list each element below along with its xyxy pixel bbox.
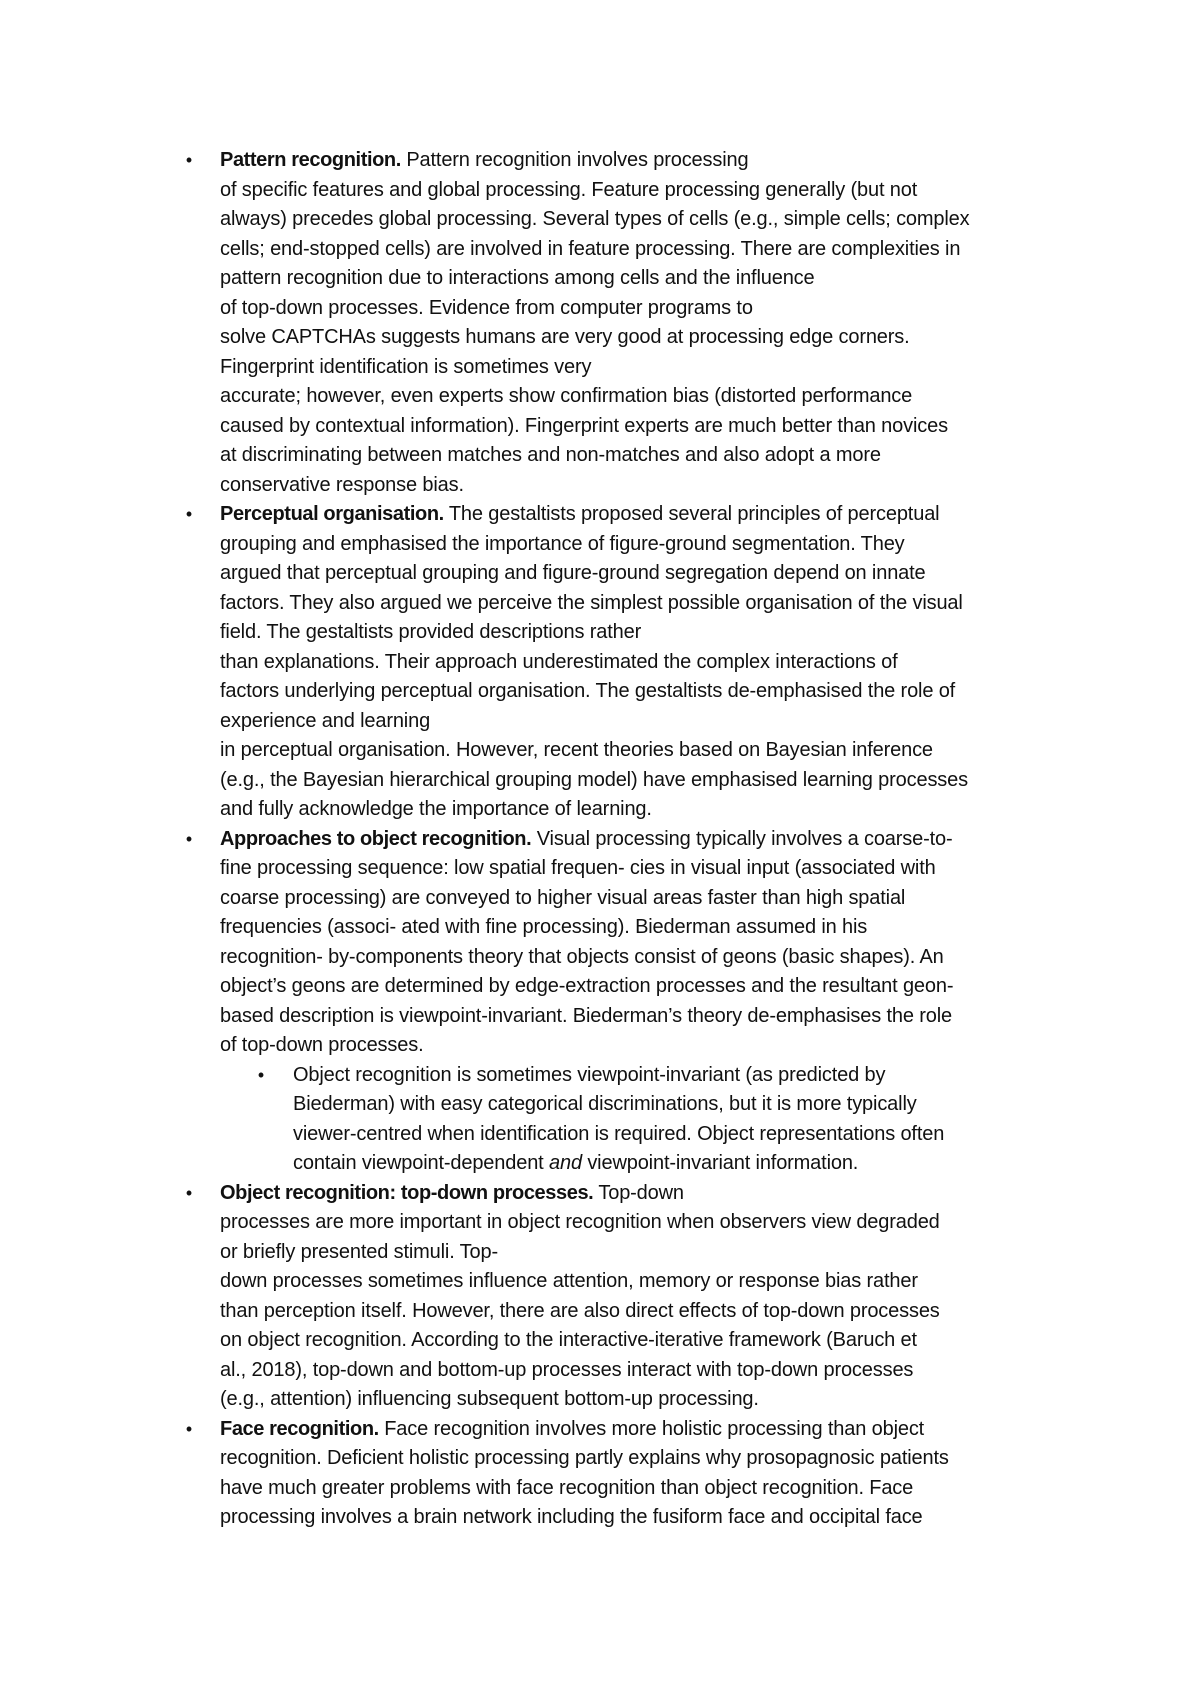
text-line: of top-down processes. Evidence from computer programs to <box>220 296 753 319</box>
section-heading-approaches-to-object-recognition: Approaches to object recognition. <box>220 827 532 850</box>
text-line: field. The gestaltists provided descriptions rather <box>220 621 642 643</box>
text-line: recognition. Deficient holistic processing partly explains why prosopagnosic patients <box>220 1447 949 1469</box>
text-line: cells; end-stopped cells) are involved in feature processing. There are complexities in <box>220 237 961 260</box>
emphasis-text: and <box>549 1152 582 1174</box>
text-line: argued that perceptual grouping and figure-ground segregation depend on innate <box>220 562 926 584</box>
line-text: The gestaltists proposed several principles of perceptual <box>448 503 940 525</box>
line-text: viewpoint-invariant information. <box>581 1152 859 1174</box>
text-line: have much greater problems with face recognition than object recognition. Face <box>220 1476 914 1499</box>
line-text: Face recognition involves more holistic processing than object <box>384 1417 925 1440</box>
text-line: or briefly presented stimuli. Top- <box>220 1240 498 1263</box>
text-line <box>185 1179 1080 1209</box>
text-line: at discriminating between matches and non-matches and also adopt a more <box>220 444 881 466</box>
text-line: al., 2018), top-down and bottom-up processes interact with top-down processes <box>220 1358 914 1381</box>
bullet-icon: • <box>257 1064 265 1085</box>
text-line: recognition- by-components theory that objects consist of geons (basic shapes). An <box>220 945 944 968</box>
text-line: frequencies (associ- ated with fine processing). Biederman assumed in his <box>220 916 868 938</box>
text-line: (e.g., attention) influencing subsequent bottom-up processing. <box>220 1388 759 1410</box>
bullet-icon: • <box>185 1418 193 1439</box>
text-line: experience and learning <box>220 709 431 732</box>
bullet-icon: • <box>185 828 193 849</box>
text-line: based description is viewpoint-invariant. Biederman’s theory de-emphasises the role <box>220 1004 953 1027</box>
sub-bullet-line: Biederman) with easy categorical discriminations, but it is more typically <box>293 1093 917 1115</box>
section-heading-top-down-processes: Object recognition: top-down processes. <box>220 1181 594 1204</box>
line-text: Visual processing typically involves a coarse-to- <box>536 827 953 850</box>
text-line: Fingerprint identification is sometimes very <box>220 355 592 378</box>
sub-bullet-line <box>220 1149 1080 1179</box>
text-line: factors. They also argued we perceive the simplest possible organisation of the visual <box>220 591 963 614</box>
text-line: processing involves a brain network including the fusiform face and occipital face <box>220 1506 923 1528</box>
section-heading-face-recognition: Face recognition. <box>220 1417 379 1440</box>
text-line: coarse processing) are conveyed to higher visual areas faster than high spatial <box>220 886 906 909</box>
section-heading-pattern-recognition: Pattern recognition. <box>220 149 401 171</box>
bullet-icon: • <box>185 1182 193 1203</box>
document-body <box>185 146 1080 1533</box>
text-line: than perception itself. However, there are also direct effects of top-down processes <box>220 1299 940 1322</box>
text-line: fine processing sequence: low spatial frequen- cies in visual input (associated with <box>220 857 936 879</box>
bullet-icon: • <box>185 150 193 170</box>
sub-bullet-line: viewer-centred when identification is required. Object representations often <box>293 1122 945 1145</box>
text-line: solve CAPTCHAs suggests humans are very good at processing edge corners. <box>220 326 910 348</box>
line-text: contain viewpoint-dependent <box>293 1152 549 1174</box>
text-line: of specific features and global processing. Feature processing generally (but not <box>220 178 918 201</box>
bullet-icon: • <box>185 504 193 524</box>
text-line: of top-down processes. <box>220 1034 424 1056</box>
line-text: Top-down <box>598 1181 684 1204</box>
text-line: factors underlying perceptual organisation. The gestaltists de-emphasised the role of <box>220 680 956 702</box>
text-line <box>185 825 1080 855</box>
text-line <box>185 500 1080 530</box>
text-line <box>185 146 1080 176</box>
text-line: down processes sometimes influence attention, memory or response bias rather <box>220 1270 918 1292</box>
text-line: accurate; however, even experts show confirmation bias (distorted performance <box>220 385 913 407</box>
text-line: conservative response bias. <box>220 473 464 496</box>
text-line: caused by contextual information). Fingerprint experts are much better than novices <box>220 414 948 437</box>
text-line: (e.g., the Bayesian hierarchical grouping model) have emphasised learning processes <box>220 768 968 791</box>
text-line: in perceptual organisation. However, recent theories based on Bayesian inference <box>220 739 933 761</box>
text-line: always) precedes global processing. Several types of cells (e.g., simple cells; complex <box>220 208 970 230</box>
section-heading-perceptual-organisation: Perceptual organisation. <box>220 503 444 525</box>
text-line: pattern recognition due to interactions among cells and the influence <box>220 267 815 289</box>
text-line: processes are more important in object recognition when observers view degraded <box>220 1211 940 1233</box>
text-line: grouping and emphasised the importance of figure-ground segmentation. They <box>220 532 905 555</box>
line-text: Object recognition is sometimes viewpoint-invariant (as predicted by <box>293 1063 886 1086</box>
text-line: object’s geons are determined by edge-extraction processes and the resultant geon- <box>220 975 954 997</box>
line-text: Pattern recognition involves processing <box>406 149 749 171</box>
text-line: than explanations. Their approach underestimated the complex interactions of <box>220 650 898 673</box>
text-line: on object recognition. According to the interactive-iterative framework (Baruch et <box>220 1329 917 1351</box>
text-line: and fully acknowledge the importance of learning. <box>220 798 652 820</box>
text-line <box>185 1415 1080 1445</box>
sub-bullet-line <box>220 1061 1080 1091</box>
